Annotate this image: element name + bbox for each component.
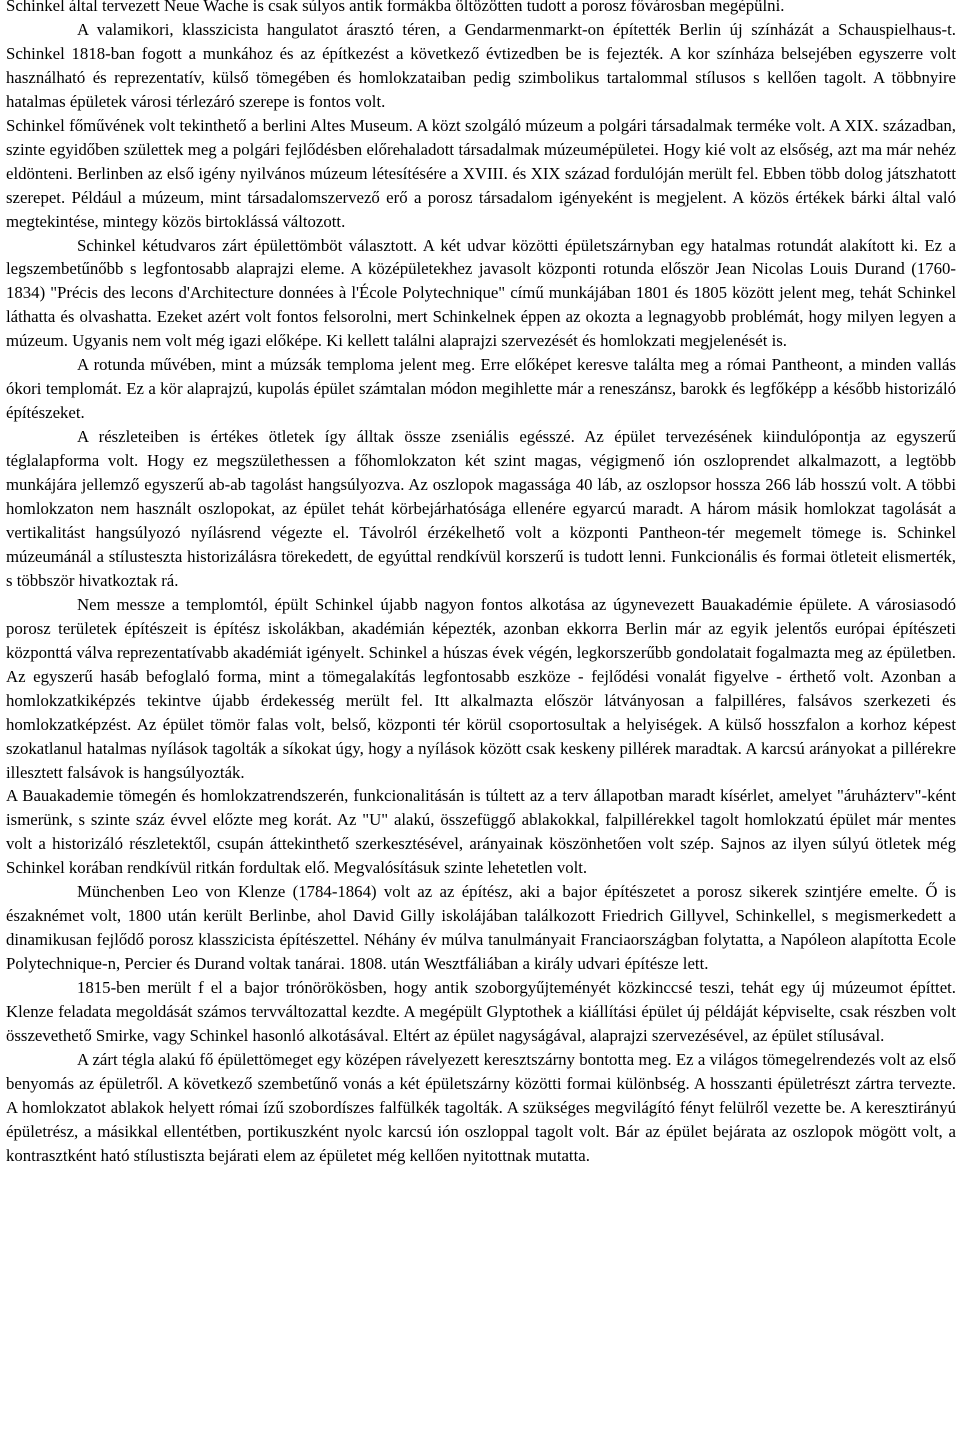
document-page	[6, 0, 956, 1168]
paragraph: Schinkel kétudvaros zárt épülettömböt választott. A két udvar közötti épületszárnyban egy hatalmas rotundát alakított ki. Ez a legszembetűnőbb s legfontosabb alaprajzi eleme. A középületekhez javasolt központi rotunda először Jean Nicolas Louis Durand (1760-1834) "Précis des lecons d'Architecture données à l'École Polytechnique" című munkájában 1801 és 1805 között jelent meg, tehát Schinkel láthatta és olvashatta. Ezeket azért volt fontos felsorolni, mert Schinkelnek éppen az okozta a legnagyobb problémát, hogy milyen legyen a múzeum. Ugyanis nem volt még igazi előképe. Ki kellett találni alaprajzi szervezését és homlokzati megjelenését is.	[6, 235, 956, 351]
paragraph: Schinkel által tervezett Neue Wache is csak súlyos antik formákba öltözötten tudott a porosz fővárosban megépülni.	[6, 0, 785, 15]
paragraph: A valamikori, klasszicista hangulatot árasztó téren, a Gendarmenmarkt-on építették Berlin új színházát a Schauspielhaus-t. Schinkel 1818-ban fogott a munkához és az építkezést a következő évtizedben be is fejezték. A kor színháza belsejében egyszerre volt használható és reprezentatív, külső tömegében és homlokzataiban pedig szimbolikus tartalommal stílusos s kellően tagolt. A többnyire hatalmas épületek városi térlezáró szerepe is fontos volt.	[6, 19, 956, 111]
paragraph: Schinkel főművének volt tekinthető a berlini Altes Museum. A közt szolgáló múzeum a polgári társadalmak terméke volt. A XIX. században, szinte egyidőben születtek meg a polgári fejlődésben előrehaladott társadalmak múzeumépületei. Hogy kié volt az elsőség, azt ma már nehéz eldönteni. Berlinben az első igény nyilvános múzeum létesítésére a XVIII. és XIX század fordulóján merült fel. Ebben több dolog játszhatott szerepet. Például a múzeum, mint társadalomszervező erő a porosz társadalom igényeként is megjelent. A közös értékek bárki által való megtekintése, mintegy közös birtoklássá változott.	[6, 115, 956, 231]
paragraph: 1815-ben merült f el a bajor trónörökösben, hogy antik szoborgyűjteményét közkinccsé teszi, tehát egy új múzeumot építtet. Klenze feladata megoldását számos tervváltozattal kezdte. A megépült Glyptothek a kiállítási épület új példáját képviselte, csak részben volt összevethető Smirke, vagy Schinkel hasonló alkotásával. Eltért az épület nagyságával, alaprajzi szervezésével, az épület stílusával.	[6, 978, 956, 1045]
paragraph: A részleteiben is értékes ötletek így álltak össze zseniális egésszé. Az épület tervezésének kiindulópontja az egyszerű téglalapforma volt. Hogy ez megszülethessen a főhomlokzaton két szint magas, végigmenő ión oszloprendet alkalmazott, a legtöbb munkájára jellemző egyszerű ab-ab tagolást hangsúlyozva. Az oszlopok magassága 40 láb, az oszlopsor hossza 266 láb hosszú volt. A többi homlokzaton nem használt oszlopokat, az épület tehát körbejárhatósága ellenére egyarcú maradt. A három másik homlokzat tagolását a vertikalitást hangsúlyozó nyílásrend végezte el. Távolról érzékelhető volt a központi Pantheon-tér megemelt tömege is. Schinkel múzeumánál a stílusteszta historizálásra törekedett, de egyúttal rendkívül korszerű is tudott lenni. Funkcionális és formai ötleteit elismerték, s többször hivatkoztak rá.	[6, 427, 956, 590]
paragraph: Nem messze a templomtól, épült Schinkel újabb nagyon fontos alkotása az úgynevezett Bauakadémie épülete. A városiasodó porosz területek építészeit is építész iskolákban, akadémián képezték, azonban ekkorra Berlin már az egyik jelentős európai építészeti központtá válva reprezentatívabb akadémiát igényelt. Schinkel a húszas évek végén, legkorszerűbb gondolatait fogalmazta meg az épületben. Az egyszerű hasáb befoglaló forma, mint a tömegalakítás legfontosabb eszköze - fejlődési vonalát figyelve - érthető volt. Azonban a homlokzatkiképzés tekintve újabb érdekesség merült fel. Itt alkalmazta először látványosan a falpilléres, falsávos szerkezeti és homlokzatképzést. Az épület tömör falas volt, belső, központi tér körül csoportosultak a helyiségek. A külső hosszfalon a korhoz képest szokatlanul hatalmas nyílások tagolták a síkokat úgy, hogy a nyílások között csak keskeny pillérek maradtak. A karcsú arányokat a pillérekre illesztett falsávok is hangsúlyozták.	[6, 594, 956, 782]
paragraph: A zárt tégla alakú fő épülettömeget egy középen rávelyezett keresztszárny bontotta meg. Ez a világos tömegelrendezés volt az első benyomás az épületről. A következő szembetűnő vonás a két épületszárny közötti formai különbség. A hosszanti épületrészt zártra tervezte. A homlokzatot ablakok helyett római ízű szobordíszes falfülkék tagolták. A szükséges megvilágító fényt felülről vezette be. A keresztirányú épületrész, a másikkal ellentétben, portikuszként nyolc karcsú ión oszloppal tagolt volt. Bár az épület bejárata az oszlopok mögött volt, a kontrasztként ható stílustiszta bejárati elem az épületet még kellően nyitottnak mutatta.	[6, 1049, 956, 1165]
paragraph: A Bauakademie tömegén és homlokzatrendszerén, funkcionalitásán is túltett az a terv állapotban maradt kísérlet, amelyet "áruházterv"-ként ismerünk, s szinte száz évvel előzte meg korát. Az "U" alakú, összefüggő ablakokkal, falpillérekkel tagolt homlokzatú épület már mentes volt a historizáló részletektől, csupán áttekinthető szerkesztésével, arányainak köszönhetően volt szép. Sajnos az ilyen súlyú ötletek még Schinkel korában rendkívül ritkán fordultak elő. Megvalósításuk szinte lehetetlen volt.	[6, 786, 956, 878]
paragraph: A rotunda művében, mint a múzsák temploma jelent meg. Erre előképet keresve találta meg a római Pantheont, a minden vallás ókori templomát. Ez a kör alaprajzú, kupolás épület számtalan módon megihlette már a reneszánsz, barokk és legfőképp a később historizáló építészeket.	[6, 355, 956, 423]
paragraph: Münchenben Leo von Klenze (1784-1864) volt az az építész, aki a bajor építészetet a porosz sikerek szintjére emelte. Ő is északnémet volt, 1800 után került Berlinbe, ahol David Gilly iskolájában találkozott Friedrich Gillyvel, Schinkellel, s megismerkedett a dinamikusan fejlődő porosz klasszicista építészettel. Néhány év múlva tanulmányait Franciaországban folytatta, a Napóleon alapította Ecole Polytechnique-n, Percier és Durand voltak tanárai. 1808. után Wesztfáliában a király udvari építésze lett.	[6, 882, 956, 974]
